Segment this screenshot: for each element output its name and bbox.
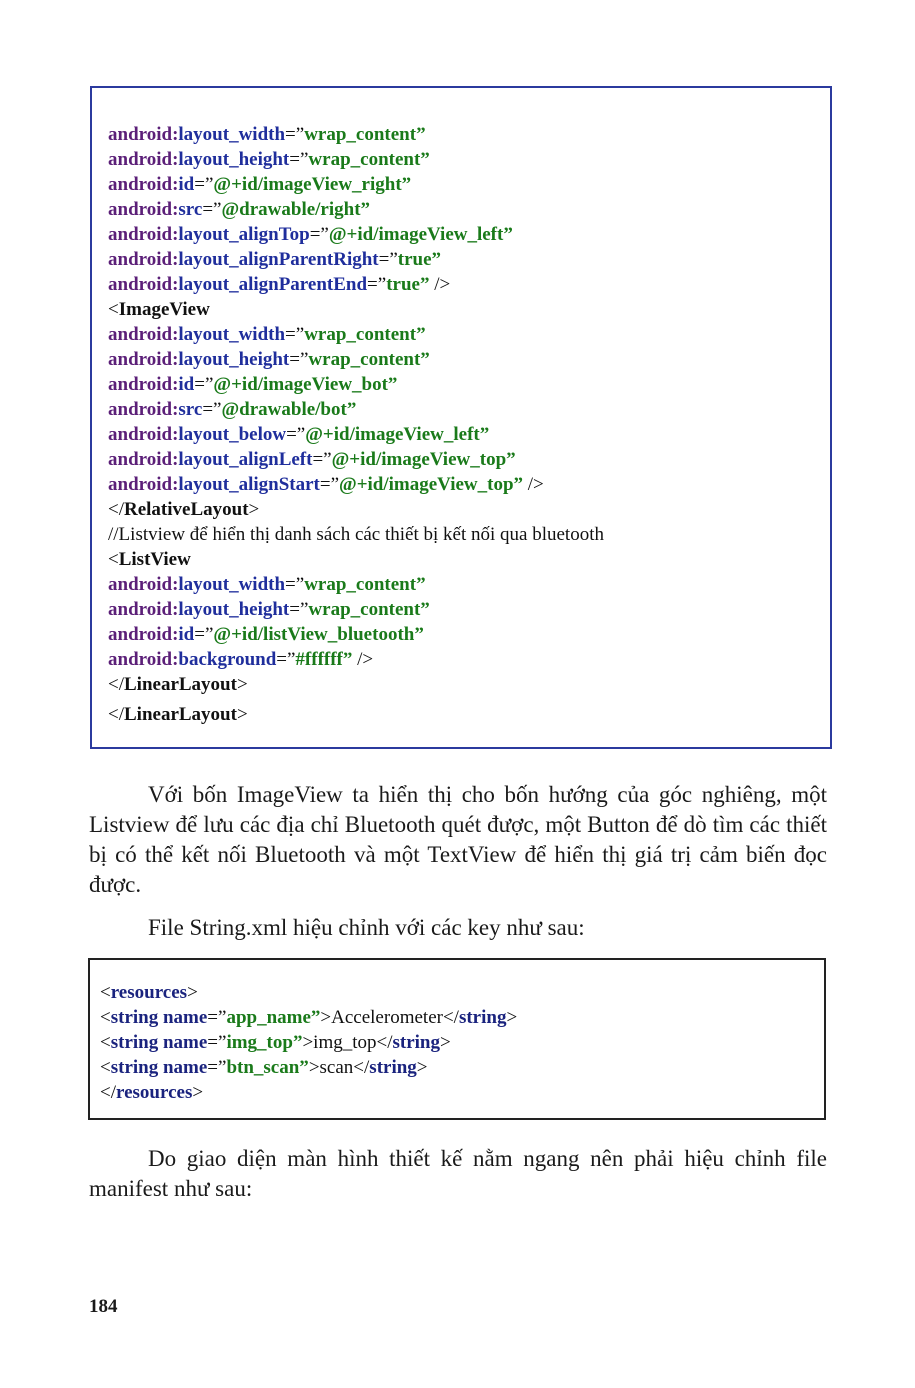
code-token: src (178, 399, 203, 420)
code-token: android: (108, 124, 179, 145)
code-line (100, 1030, 517, 1055)
code-token: name (162, 1007, 208, 1028)
code-token: android: (108, 324, 179, 345)
code-token: android: (108, 624, 179, 645)
code-token: @+id/imageView_bot” (213, 374, 398, 395)
code-token: @+id/imageView_right” (213, 174, 412, 195)
code-line (108, 597, 604, 622)
code-lines (108, 122, 604, 727)
code-token: resources (110, 982, 188, 1003)
code-line (108, 197, 604, 222)
code-token: </ (108, 704, 124, 725)
code-token: < (100, 1057, 111, 1078)
code-token: =” (202, 199, 222, 220)
code-token: src (178, 199, 203, 220)
code-token: app_name” (226, 1007, 321, 1028)
code-token: < (100, 1032, 111, 1053)
code-token: >scan</ (308, 1057, 370, 1078)
code-token: wrap_content” (304, 574, 426, 595)
code-token: =” (207, 1057, 227, 1078)
paragraph-text: Với bốn ImageView ta hiển thị cho bốn hướng của góc nghiêng, một Listview để lưu các địa chỉ Bluetooth quét được, một Button để dò tìm các thiết bị có thể kết nối Bluetooth và một TextView để hiển thị giá trị cảm biến đọc được. (89, 782, 827, 897)
code-token: @+id/listView_bluetooth” (213, 624, 424, 645)
code-token: android: (108, 274, 179, 295)
page-number: 184 (89, 1296, 118, 1317)
code-line (100, 1005, 517, 1030)
code-token: >img_top</ (302, 1032, 393, 1053)
code-token: @drawable/bot” (221, 399, 357, 420)
code-block-strings-xml (88, 958, 826, 1120)
code-token: img_top” (226, 1032, 303, 1053)
code-token: android: (108, 249, 179, 270)
code-line (108, 672, 604, 697)
code-token: layout_height (178, 149, 290, 170)
code-line (108, 247, 604, 272)
code-block-layout-xml (90, 86, 832, 749)
code-token: > (248, 499, 260, 520)
code-token: =” (285, 324, 305, 345)
code-token: < (108, 299, 119, 320)
code-token: > (236, 704, 248, 725)
paragraph-text: File String.xml hiệu chỉnh với các key như sau: (148, 915, 585, 940)
code-token: android: (108, 574, 179, 595)
code-line (108, 372, 604, 397)
paragraph-text: Do giao diện màn hình thiết kế nằm ngang nên phải hiệu chỉnh file manifest như sau: (89, 1146, 827, 1201)
code-token: android: (108, 374, 179, 395)
code-token: wrap_content” (308, 599, 430, 620)
code-line (108, 172, 604, 197)
code-token: ImageView (118, 299, 210, 320)
code-token: > (192, 1082, 204, 1103)
code-token: @+id/imageView_top” (339, 474, 524, 495)
code-token: LinearLayout (124, 674, 237, 695)
code-token: =” (289, 349, 309, 370)
code-token: string (110, 1057, 159, 1078)
code-token: </ (100, 1082, 116, 1103)
code-token: android: (108, 474, 179, 495)
code-token: btn_scan” (226, 1057, 309, 1078)
code-token: < (100, 1007, 111, 1028)
code-token: @drawable/right” (221, 199, 371, 220)
code-token: wrap_content” (304, 124, 426, 145)
code-token: =” (285, 574, 305, 595)
code-token: =” (289, 599, 309, 620)
code-token: =” (289, 149, 309, 170)
code-line (108, 397, 604, 422)
code-line (100, 980, 517, 1005)
code-token: @+id/imageView_left” (328, 224, 513, 245)
code-token: layout_alignParentEnd (178, 274, 368, 295)
code-line (108, 522, 604, 547)
code-token: android: (108, 649, 179, 670)
code-token: @+id/imageView_top” (331, 449, 516, 470)
code-token: name (162, 1057, 208, 1078)
code-token: android: (108, 174, 179, 195)
code-line (108, 622, 604, 647)
code-token: android: (108, 599, 179, 620)
code-token: =” (319, 474, 340, 495)
code-token: id (178, 624, 195, 645)
code-token: >Accelerometer</ (320, 1007, 459, 1028)
code-token: resources (116, 1082, 193, 1103)
code-token: /> (429, 274, 451, 295)
code-token: android: (108, 349, 179, 370)
code-token: =” (286, 424, 306, 445)
code-line (108, 472, 604, 497)
code-line (108, 322, 604, 347)
code-token: true” (386, 274, 430, 295)
code-token: =” (285, 124, 305, 145)
code-token: background (178, 649, 277, 670)
code-token: > (236, 674, 248, 695)
code-token: < (100, 982, 111, 1003)
code-line (108, 272, 604, 297)
code-token: layout_alignStart (178, 474, 320, 495)
code-token: =” (276, 649, 296, 670)
code-line (108, 222, 604, 247)
code-token: android: (108, 449, 179, 470)
code-token: #ffffff” (295, 649, 353, 670)
code-token: //Listview để hiển thị danh sách các thiết bị kết nối qua bluetooth (108, 524, 604, 545)
code-line (108, 547, 604, 572)
code-token: @+id/imageView_left” (305, 424, 490, 445)
code-token: =” (194, 374, 214, 395)
code-line (100, 1055, 517, 1080)
code-line (108, 297, 604, 322)
code-token: layout_width (178, 124, 286, 145)
code-token: =” (202, 399, 222, 420)
paragraph-string-xml-intro (89, 913, 827, 943)
code-token: wrap_content” (304, 324, 426, 345)
code-token: =” (312, 449, 332, 470)
code-token: =” (207, 1032, 227, 1053)
code-line (108, 147, 604, 172)
code-token: wrap_content” (308, 349, 430, 370)
code-token: layout_height (178, 349, 290, 370)
code-token: layout_height (178, 599, 290, 620)
code-token: ListView (118, 549, 191, 570)
code-token: id (178, 174, 195, 195)
code-token: > (506, 1007, 518, 1028)
code-line (108, 702, 604, 727)
code-token: name (162, 1032, 208, 1053)
code-token: =” (309, 224, 329, 245)
paragraph-manifest-intro (89, 1144, 827, 1204)
code-line (108, 647, 604, 672)
code-line (108, 347, 604, 372)
code-token: string (110, 1032, 159, 1053)
code-token: layout_alignLeft (178, 449, 313, 470)
code-token: android: (108, 399, 179, 420)
code-token: string (369, 1057, 417, 1078)
code-token: string (458, 1007, 507, 1028)
code-token: android: (108, 149, 179, 170)
code-token: < (108, 549, 119, 570)
paragraph-imageview-description (89, 780, 827, 900)
code-token: string (392, 1032, 440, 1053)
code-token: /> (352, 649, 374, 670)
code-token: layout_alignParentRight (178, 249, 379, 270)
code-token: =” (194, 624, 214, 645)
code-line (108, 122, 604, 147)
code-token: layout_width (178, 574, 286, 595)
code-token: > (416, 1057, 428, 1078)
code-token: layout_below (178, 424, 287, 445)
code-token: =” (207, 1007, 227, 1028)
code-lines (100, 980, 517, 1105)
code-token: </ (108, 499, 124, 520)
code-token: wrap_content” (308, 149, 430, 170)
code-token: LinearLayout (124, 704, 237, 725)
code-token: RelativeLayout (124, 499, 249, 520)
code-line (100, 1080, 517, 1105)
code-token: string (110, 1007, 159, 1028)
code-token: id (178, 374, 195, 395)
code-token: =” (194, 174, 214, 195)
code-token: android: (108, 424, 179, 445)
code-token: > (187, 982, 198, 1003)
code-token: android: (108, 199, 179, 220)
code-token: </ (108, 674, 124, 695)
code-line (108, 422, 604, 447)
code-token: android: (108, 224, 179, 245)
code-token: =” (378, 249, 398, 270)
code-token: layout_alignTop (178, 224, 310, 245)
code-token: =” (367, 274, 387, 295)
code-token: true” (397, 249, 442, 270)
code-line (108, 447, 604, 472)
code-line (108, 572, 604, 597)
code-token: /> (523, 474, 544, 495)
code-line (108, 497, 604, 522)
code-token: layout_width (178, 324, 286, 345)
code-token: > (440, 1032, 451, 1053)
